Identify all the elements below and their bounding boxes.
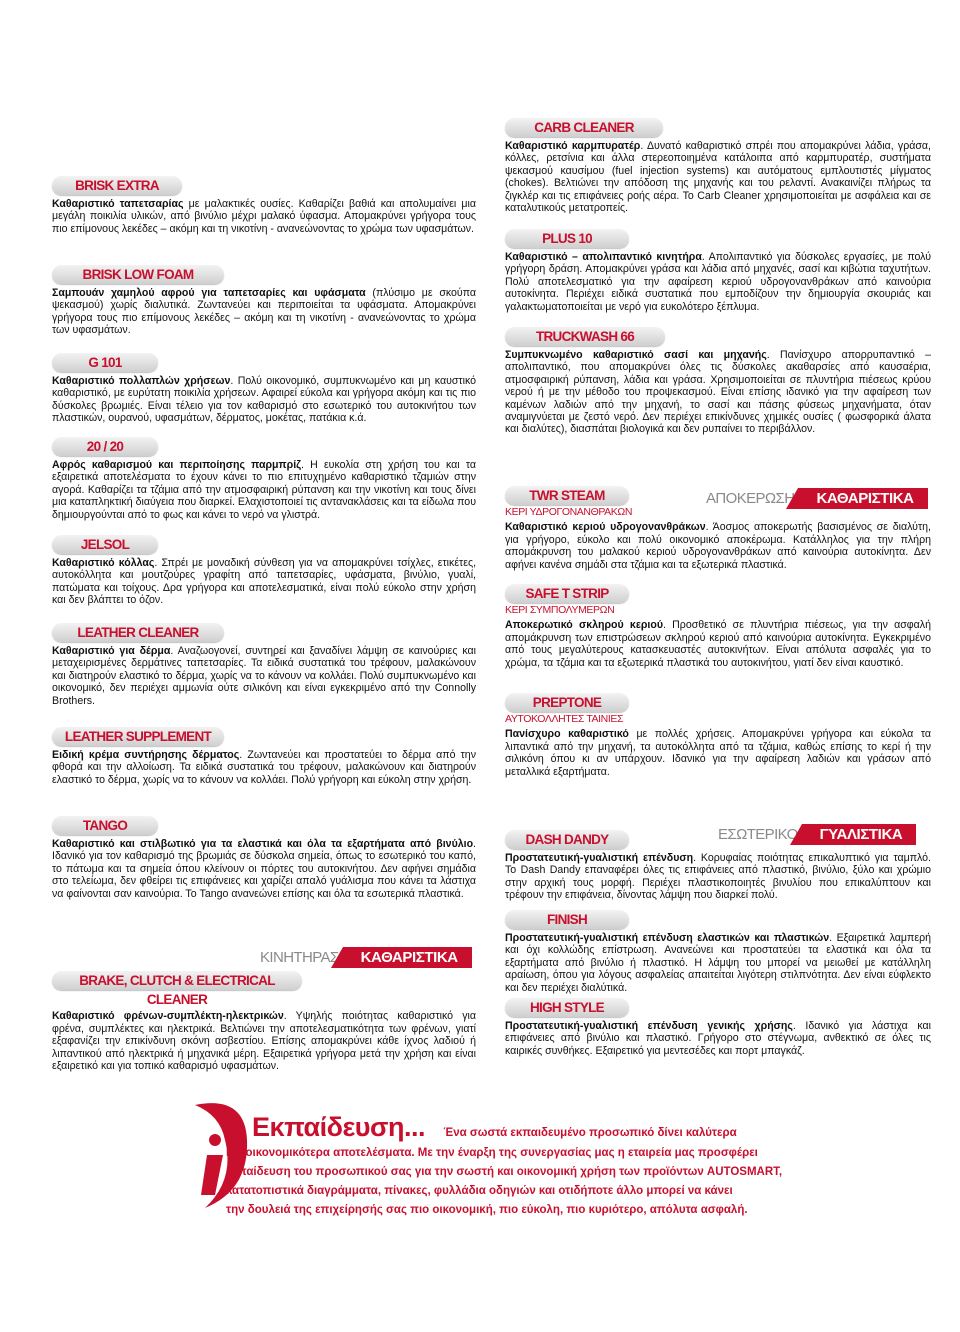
product-lead: Καθαριστικό πολλαπλών χρήσεων (52, 375, 231, 387)
banner-apokerosi-tag: ΚΑΘΑΡΙΣΤΙΚΑ (798, 488, 927, 509)
product-text: . Απολιπαντικό για δύσκολες εργασίες, με πολύ γρήγορη δράση. Απομακρύνει γράσα και λάδια από μηχανές, σασί και κιβώτια ταχυτήτων. Πολύ αποτελεσματικό για την αφαίρεση κεριού υδρογονανθράκων από καινούρια αυτοκίνητα. Περιέχει ειδικά συστατικά που εμποδίζουν την δημιουργία σκουριάς και γαλακτωματοποιείται με νερό για ευκολότερο ξέπλυμα. (505, 251, 931, 313)
product-subtitle: ΚΕΡΙ ΥΔΡΟΓΟΝΑΝΘΡΑΚΩΝ (505, 506, 633, 518)
product-description (505, 251, 931, 313)
banner-kinitiras (260, 946, 472, 968)
product-title: TRUCKWASH 66 (505, 327, 665, 346)
product-text: . Η ευκολία στη χρήση του και τα εξαιρετικά αποτελέσματα το έχουν κάνει το πιο επιτυχημένο καθαριστικό τζαμιών στην αγορά. Καθαρίζει τα τζάμια από την ατμοσφαιρική ρύπανση και την νικοτίνη και τους δίνει μια καταπληκτική διαύγεια που διαρκεί. Ελαχιστοποιεί τις αντανακλάσεις και τα είδωλα που δημιουργούνται από το φως και κάνει το νερό να γλιστρά. (52, 459, 476, 521)
product-entry (505, 910, 931, 994)
product-lead: Καθαριστικό κόλλας (52, 557, 155, 569)
product-description (505, 349, 931, 436)
product-text: . Ιδανικό για λάστιχα και επιφάνειες από βινύλιο και πλαστικό. Γρήγορο στο στέγνωμα, ανθεκτικό σε όλες τις καιρικές συνθήκες. Εξαιρετικό για μεντεσέδες και πορτ μπαγκάζ. (505, 1020, 931, 1057)
product-title: DASH DANDY (505, 830, 629, 849)
banner-esoteriko (718, 823, 916, 845)
product-title: SAFE T STRIP (505, 584, 629, 603)
product-lead: Πανίσχυρο καθαριστικό (505, 728, 629, 741)
product-text: (πλύσιμο με σκούπα ψεκασμού) χωρίς διαλυτικά. Ζωντανεύει και περιποιείται τα υφάσματα. Απομακρύνει γρήγορα τους πιο επίμονους λεκέδες – ακόμη και τη νικοτίνη - ανανεώνοντας το χρώμα των υφασμάτων. (52, 287, 476, 337)
product-entry (52, 437, 476, 521)
product-title: LEATHER SUPPLEMENT (52, 727, 224, 746)
product-title: 20 / 20 (52, 437, 158, 456)
product-text: με μαλακτικές ουσίες. Καθαρίζει βαθιά και απολυμαίνει μια μεγάλη ποικιλία υλικών, από βινύλιο μέχρι μαλακό ύφασμα. Απομακρύνει γρήγορα τους πιο επίμονους λεκέδες – ακόμη και τη νικοτίνη - ανανεώνοντας το χρώμα των υφασμάτων. (52, 198, 476, 235)
product-entry (505, 118, 931, 214)
product-title: LEATHER CLEANER (52, 623, 224, 642)
product-description (505, 932, 931, 994)
product-title: TANGO (52, 816, 158, 835)
footer (190, 1100, 910, 1230)
footer-heading: Εκπαίδευση... (252, 1112, 425, 1142)
product-entry (505, 327, 931, 436)
product-description (505, 521, 931, 571)
product-title: BRAKE, CLUTCH & ELECTRICAL CLEANER (52, 971, 302, 990)
banner-apokerosi (706, 487, 928, 509)
product-title: TWR STEAM (505, 486, 629, 505)
product-description (505, 140, 931, 214)
product-entry (505, 229, 931, 313)
product-text: . Εξαιρετικά λαμπερή και όχι κολλώδης επίστρωση. Ανανεώνει και προστατεύει τα ελαστικά και όλα τα εξαρτήματα από βινύλιο ή πλαστικό. Η λάμψη του μπορεί να μειωθεί με κατάλληλη αραίωση, όπου για λόγους ασφαλείας απαιτείται λιγότερη στιλπνότητα. Δεν είναι εύφλεκτο και δεν περιέχει διαλύτικά. (505, 932, 931, 994)
product-lead: Καθαριστικό καρμπυρατέρ (505, 140, 641, 152)
product-text: . Πολύ οικονομικό, συμπυκνωμένο και μη καυστικό καθαριστικό, με ευρύτατη ποικιλία χρήσεων. Αφαιρεί εύκολα και γρήγορα ακόμη και τις πιο δύσκολες βρωμιές. Είναι τέλειο για τον καθαρισμό στο εσωτερικό του αυτοκινήτου των πλαστικών, ουρανού, υφασμάτων, δέρματος, μοκέτας, πατάκια κ.ά. (52, 375, 477, 425)
footer-line-4: κατατοπιστικά διαγράμματα, πίνακες, φυλλάδια οδηγιών και οτιδήποτε άλλο μπορεί να κάνει (226, 1185, 733, 1197)
product-text: . Σπρέι με μοναδική σύνθεση για να απομακρύνει τσίχλες, ετικέτες, αυτοκόλλητα και μουτζούρες γραφίτη από ταπετσαρίες, υφάσματα, βινύλιο, γυαλί, πατώματα και τοίχους. Δρα γρήγορα και αποτελεσματικά, είναι πολύ εύκολο στην χρήση και δεν βλάπτει το όζον. (52, 557, 477, 607)
product-description (52, 1010, 476, 1072)
footer-line-5: την δουλειά της επιχείρησής σας πιο οικονομική, πιο εύκολη, πιο κυριότερο, απόλυτα ασφαλή. (226, 1204, 748, 1216)
product-text: . Υψηλής ποιότητας καθαριστικό για φρένα, συμπλέκτες και ηλεκτρικά. Βελτιώνει την αποτελεσματικότητα των φρένων, γιατί εξαφανίζει την επικίνδυνη σκόνη ασβεστίου. Επίσης απομακρύνει κάθε ίχνος λαδιού ή λιπαντικού από ηλεκτρικά ή μηχανικά μέρη. Εξαιρετικά γρήγορα μετά την χρήση και είναι εξαιρετικό και για τοπικό καθαρισμό υφασμάτων. (52, 1010, 476, 1073)
product-description (505, 1020, 931, 1057)
product-description (52, 459, 476, 521)
product-lead: Καθαριστικό φρένων-συμπλέκτη-ηλεκτρικών (52, 1010, 284, 1023)
product-lead: Προστατευτική-γυαλιστική επένδυση γενικής χρήσης (505, 1020, 793, 1032)
product-lead: Προστατευτική-γυαλιστική επένδυση (505, 852, 694, 864)
product-text: . Κορυφαίας ποιότητας επικαλυπτικό για ταμπλό. Το Dash Dandy επαναφέρει όλες τις επιφάνειες από πλαστικό, βινύλιο, ξύλο και χρώμιο στην αρχική τους μορφή. Περιέχει πλαστικοποιητές βινυλίου που επικαλύπτουν και τρέφουν την επιφάνεια, δίνοντας λάμψη που διαρκεί πολύ. (505, 852, 931, 902)
product-description (52, 198, 476, 235)
product-text: . Προσθετικό σε πλυντήρια πιέσεως, για την ασφαλή απομάκρυνση των επιστρώσεων σκληρού κεριού από καινούρια αυτοκίνητα. Εγκεκριμένο από τους μεγαλύτερους κατασκευαστές αυτοκινήτων. Είναι απόλυτα ασφαλές για το χρώμα, τα τζάμια και τα εξωτερικά πλαστικά του αυτοκινήτου, γιατί δεν είναι καυστικό. (505, 619, 931, 669)
footer-line-2: και οικονομικότερα αποτελέσματα. Με την έναρξη της συνεργασίας μας η εταιρεία μας προσφέρει (226, 1147, 758, 1159)
footer-line-3: εκπαίδευση του προσωπικού σας για την σωστή και οικονομική χρήση των προϊόντων AUTOSMART, (226, 1166, 783, 1178)
product-description (52, 557, 476, 607)
product-entry (52, 353, 476, 425)
product-description (505, 852, 931, 902)
product-entry (52, 727, 476, 786)
banner-esoteriko-label: ΕΣΩΤΕΡΙΚΟ (718, 825, 798, 843)
product-description (52, 838, 476, 900)
product-lead: Συμπυκνωμένο καθαριστικό σασί και μηχανής (505, 349, 767, 361)
product-text: . Πανίσχυρο απορρυπαντικό – απολιπαντικό, που απομακρύνει όλες τις δύσκολες ακαθαρσίες από καυσαέρια, ατμοσφαιρική ρύπανση, λάδια και γράσα. Χρησιμοποιείται σε πλυντήρια πιέσεως κρύου νερού ή με την μέθοδο του προψεκασμού. Είναι επίσης ιδανικό για την αφαίρεση των καμένων λαδιών από την μηχανή, το σασί και πάσης φύσεως μηχανήματα, όταν αναμιγνύεται με ζεστό νερό. Δεν περιέχει επικίνδυνες χημικές ουσίες ( φωσφορικά άλατα και διαλύτες), διασπάται βιολογικά και δεν ρυπαίνει το περιβάλλον. (505, 349, 931, 436)
banner-apokerosi-label: ΑΠΟΚΕΡΩΣΗ (706, 489, 795, 507)
product-description (52, 287, 476, 337)
product-lead: Ειδική κρέμα συντήρησης δέρματος (52, 749, 240, 761)
banner-kinitiras-tag: ΚΑΘΑΡΙΣΤΙΚΑ (343, 947, 472, 968)
product-entry (52, 265, 476, 337)
product-description (52, 375, 476, 425)
product-description (52, 749, 476, 786)
banner-esoteriko-tag: ΓΥΑΛΙΣΤΙΚΑ (802, 824, 917, 845)
product-title: JELSOL (52, 535, 158, 554)
product-title: PLUS 10 (505, 229, 629, 248)
product-subtitle: ΑΥΤΟΚΟΛΛΗΤΕΣ ΤΑΙΝΙΕΣ (505, 713, 624, 725)
product-text: . Άοσμος αποκερωτής βασισμένος σε διαλύτη, για γρήγορο, εύκολο και πολύ οικονομικό αποκέρωμα. Κατάλληλος για την πλήρη απομάκρυνση του μαλακού κεριού υδρογονανθράκων από καινούρια αυτοκίνητα. Δεν αφήνει κανένα σημάδι στα τζάμια και τα εξωτερικά πλαστικά. (505, 521, 931, 571)
product-lead: Αποκερωτικό σκληρού κεριού (505, 619, 663, 632)
product-entry (52, 816, 476, 900)
product-entry (505, 693, 931, 778)
product-description (505, 619, 931, 669)
product-lead: Καθαριστικό – απολιπαντικό κινητήρα (505, 251, 702, 263)
product-entry (52, 623, 476, 707)
product-entry (505, 584, 931, 669)
product-description (52, 645, 476, 707)
product-lead: Καθαριστικό για δέρμα (52, 645, 171, 657)
product-title: PREPTONE (505, 693, 629, 712)
product-title: G 101 (52, 353, 158, 372)
product-title: FINISH (505, 910, 629, 929)
product-lead: Καθαριστικό και στιλβωτικό για τα ελαστικά και όλα τα εξαρτήματα από βινύλιο (52, 838, 474, 850)
product-title: BRISK LOW FOAM (52, 265, 224, 284)
product-entry (52, 176, 476, 235)
product-lead: Σαμπουάν χαμηλού αφρού για ταπετσαρίες και υφάσματα (52, 287, 366, 299)
product-entry (52, 971, 476, 1072)
product-text: . Ζωντανεύει και προστατεύει το δέρμα από την φθορά και την αλλοίωση. Τα ειδικά συστατικά του τρέφουν, μαλακώνουν και διατηρούν ελαστικό το δέρμα, χωρίς να το κάνουν να κολλάει. Πολύ γρήγορη και εύκολη στην χρήση. (52, 749, 476, 786)
product-lead: Καθαριστικό κεριού υδρογονανθράκων (505, 521, 706, 534)
product-lead: Προστατευτική-γυαλιστική επένδυση ελαστικών και πλαστικών (505, 932, 830, 944)
product-text: . Ιδανικό για τον καθαρισμό της βρωμιάς σε δύσκολα σημεία, όπως το εσωτερικό του καπό, το πάτωμα και τα σημεία όπου κλείνουν οι πόρτες του αυτοκινήτου. Δεν αφήνει σημάδια στο τελείωμα, δεν φθείρει τις επιφάνειες και χαρίζει απαλό γυάλισμα που κάνει τα λάστιχα να φαίνονται σαν καινούρια. Το Tango ανανεώνει επίσης και όλα τα εσωτερικά πλαστικά. (52, 838, 476, 900)
product-text: με πολλές χρήσεις. Απομακρύνει γρήγορα και εύκολα τα λιπαντικά από την μηχανή, τα αυτοκόλλητα από τα τζάμια, καθώς επίσης το κερί ή την σιλικόνη όπου κι αν υπάρχουν. Ιδανικό για την αφαίρεση λαδιών και γράσων από μεταλλικά εξαρτήματα. (505, 728, 932, 778)
product-lead: Αφρός καθαρισμού και περιποίησης παρμπρίζ (52, 459, 302, 471)
product-title: BRISK EXTRA (52, 176, 182, 195)
product-text: . Αναζωογονεί, συντηρεί και ξαναδίνει λάμψη σε καινούριες και μεταχειρισμένες δερμάτινες ταπετσαρίες. Τα ειδικά συστατικά του τρέφουν, μαλακώνουν και διατηρούν ελαστικό το δέρμα, χωρίς να το κάνουν να κολλάει. Πολύ συμπυκνωμένο και οικονομικό, δεν περιέχει αμμωνία ούτε σιλικόνη και είναι εγκεκριμένο από την Connolly Brothers. (52, 645, 476, 707)
product-text: . Δυνατό καθαριστικό σπρέι που απομακρύνει λάδια, γράσα, κόλλες, ρετσίνια και άλλα στερεοποιημένα κατάλοιπα από καρμπυρατέρ, συστήματα ψεκασμού καυσίμου (fuel injection systems) και αυτόματους εμπλουτιστές μίγματος (chokes). Βελτιώνει την απόδοση της μηχανής και του ρελαντί. Ανακαινίζει πλήρως τα ζιγκλέρ και τις επιφάνειες ροής αέρα. Το Carb Cleaner χρησιμοποιείται με ασφάλεια και σε καταλυτικούς μετατροπείς. (505, 140, 931, 215)
product-description (505, 728, 931, 778)
product-subtitle: ΚΕΡΙ ΣΥΜΠΟΛΥΜΕΡΩΝ (505, 604, 615, 616)
banner-kinitiras-label: ΚΙΝΗΤΗΡΑΣ (260, 948, 339, 966)
product-title: HIGH STYLE (505, 998, 629, 1017)
product-entry (52, 535, 476, 607)
product-lead: Καθαριστικό ταπετσαρίας (52, 198, 184, 210)
product-title: CARB CLEANER (505, 118, 663, 137)
product-entry (505, 998, 931, 1057)
footer-line-1: Ένα σωστά εκπαιδευμένο προσωπικό δίνει καλύτερα (443, 1127, 737, 1139)
